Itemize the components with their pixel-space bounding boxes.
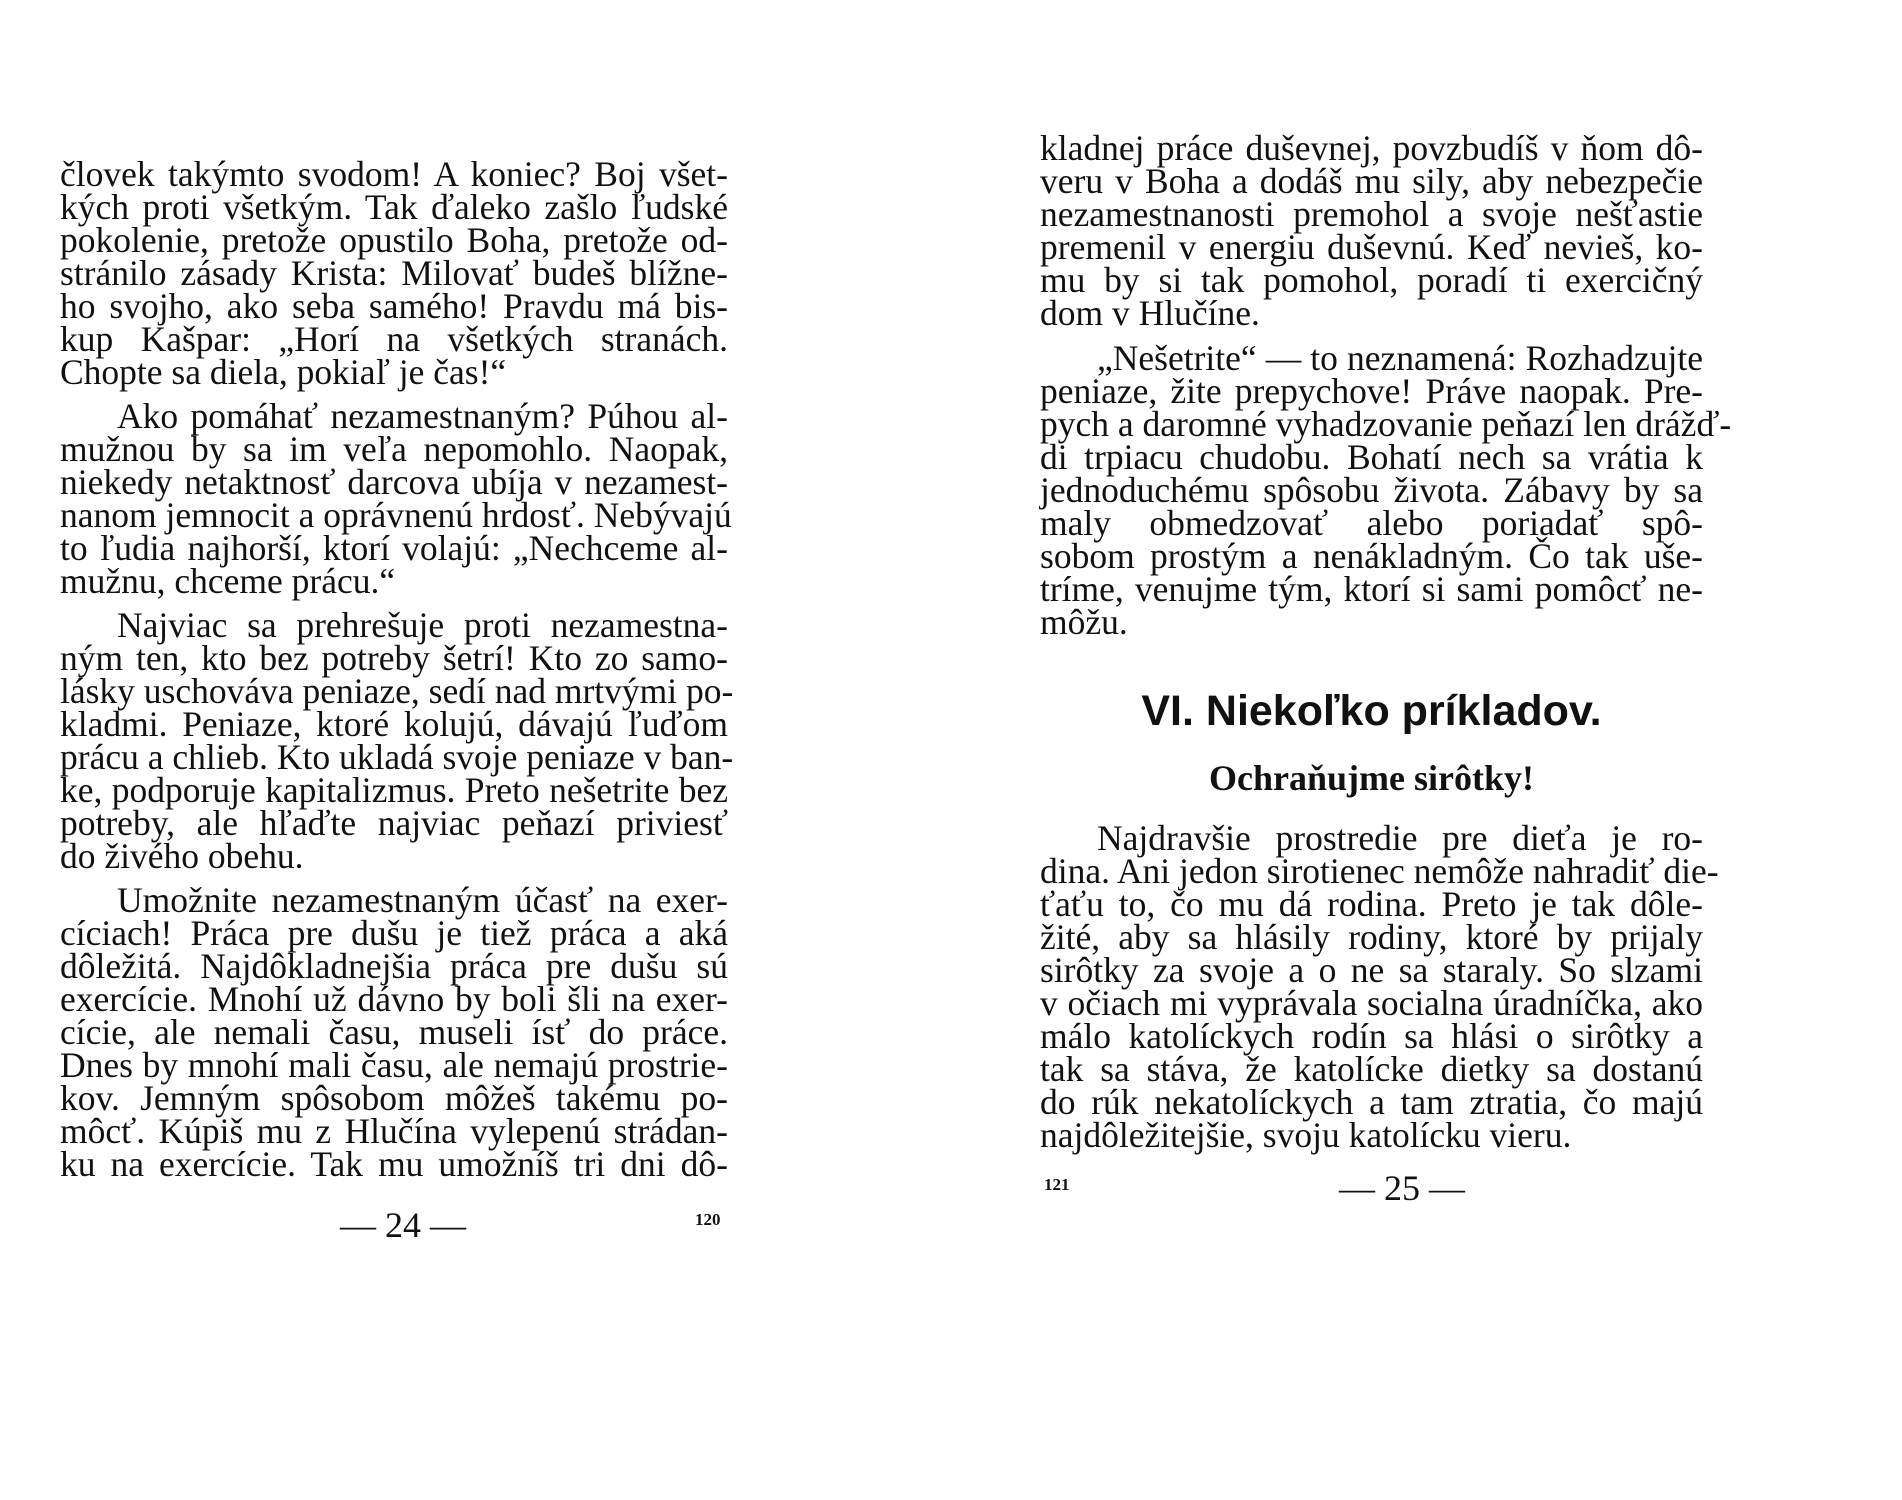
text-line: ným ten, kto bez potreby šetrí! Kto zo samo- xyxy=(60,638,728,678)
text-line: sobom prostým a nenákladným. Čo tak uše- xyxy=(1040,536,1703,576)
text-line: di trpiacu chudobu. Bohatí nech sa vrátia k xyxy=(1040,437,1703,477)
text-line: nezamestnanosti premohol a svoje nešťastie xyxy=(1040,194,1703,234)
text-line: cície, ale nemali času, museli ísť do práce. xyxy=(60,1012,728,1052)
text-line: potreby, ale hľaďte najviac peňazí priviesť xyxy=(60,803,728,843)
text-line: pokolenie, pretože opustilo Boha, pretože od- xyxy=(60,220,728,260)
text-line: Chopte sa diela, pokiaľ je čas!“ xyxy=(60,352,507,392)
right-page xyxy=(951,0,1902,1500)
text-line: môcť. Kúpiš mu z Hlučína vylepenú strádan- xyxy=(60,1111,728,1151)
text-line: peniaze, žite prepychove! Práve naopak. Pre- xyxy=(1040,371,1703,411)
section-heading: VI. Niekoľko príkladov. xyxy=(1141,687,1602,735)
text-line: Ako pomáhať nezamestnaným? Púhou al- xyxy=(117,396,728,436)
text-line: dôležitá. Najdôkladnejšia práca pre dušu sú xyxy=(60,946,728,986)
text-line: ho svojho, ako seba samého! Pravdu má bis- xyxy=(60,286,728,326)
text-line: môžu. xyxy=(1040,602,1128,642)
page-number: — 24 — xyxy=(340,1205,466,1245)
text-line: kov. Jemným spôsobom môžeš takému po- xyxy=(60,1078,728,1118)
text-line: premenil v energiu duševnú. Keď nevieš, ko- xyxy=(1040,227,1703,267)
text-line: málo katolíckych rodín sa hlási o sirôtky a xyxy=(1040,1016,1703,1056)
text-line: Dnes by mnohí mali času, ale nemajú prostrie- xyxy=(60,1045,728,1085)
text-line: človek takýmto svodom! A koniec? Boj všet- xyxy=(60,154,728,194)
text-line: žité, aby sa hlásily rodiny, ktoré by prijaly xyxy=(1040,917,1703,957)
sheet-number: 121 xyxy=(1044,1175,1070,1194)
text-line: tak sa stáva, že katolícke dietky sa dostanú xyxy=(1040,1049,1703,1089)
text-line: dom v Hlučíne. xyxy=(1040,293,1260,333)
text-line: ke, podporuje kapitalizmus. Preto nešetrite bez xyxy=(60,770,728,810)
section-subheading: Ochraňujme sirôtky! xyxy=(1209,758,1534,798)
text-line: prácu a chlieb. Kto ukladá svoje peniaze v ban- xyxy=(60,737,734,777)
text-line: ťaťu to, čo mu dá rodina. Preto je tak dôle- xyxy=(1040,884,1703,924)
text-line: exercície. Mnohí už dávno by boli šli na exer- xyxy=(60,979,728,1019)
text-line: to ľudia najhorší, ktorí volajú: „Nechceme al- xyxy=(60,528,728,568)
text-line: ku na exercície. Tak mu umožníš tri dni dô- xyxy=(60,1144,728,1184)
text-line: v očiach mi vyprávala socialna úradníčka, ako xyxy=(1040,983,1703,1023)
sheet-number: 120 xyxy=(695,1210,721,1229)
text-line: kladmi. Peniaze, ktoré kolujú, dávajú ľuďom xyxy=(60,704,728,744)
text-line: stránilo zásady Krista: Milovať budeš blížne- xyxy=(60,253,728,293)
text-line: lásky uschováva peniaze, sedí nad mrtvými po- xyxy=(60,671,734,711)
text-line: dina. Ani jedon sirotienec nemôže nahradiť die- xyxy=(1040,851,1719,891)
text-line: kých proti všetkým. Tak ďaleko zašlo ľudské xyxy=(60,187,728,227)
text-line: mužnou by sa im veľa nepomohlo. Naopak, xyxy=(60,429,728,469)
text-line: Najdravšie prostredie pre dieťa je ro- xyxy=(1097,818,1703,858)
text-line: Umožnite nezamestnaným účasť na exer- xyxy=(117,880,728,920)
text-line: do rúk nekatolíckych a tam ztratia, čo majú xyxy=(1040,1082,1703,1122)
text-line: „Nešetrite“ — to neznamená: Rozhadzujte xyxy=(1097,338,1703,378)
text-line: kup Kašpar: „Horí na všetkých stranách. xyxy=(60,319,728,359)
text-line: mužnu, chceme prácu.“ xyxy=(60,561,396,601)
text-line: najdôležitejšie, svoju katolícku vieru. xyxy=(1040,1115,1572,1155)
text-line: cíciach! Práca pre dušu je tiež práca a aká xyxy=(60,913,728,953)
text-line: do živého obehu. xyxy=(60,836,304,876)
text-line: nanom jemnocit a oprávnenú hrdosť. Nebývajú xyxy=(60,495,732,535)
text-line: tríme, venujme tým, ktorí si sami pomôcť ne- xyxy=(1040,569,1703,609)
text-line: maly obmedzovať alebo poriadať spô- xyxy=(1040,503,1703,543)
text-line: pych a daromné vyhadzovanie peňazí len drážď- xyxy=(1040,404,1732,444)
text-line: sirôtky za svoje a o ne sa staraly. So slzami xyxy=(1040,950,1703,990)
page-number: — 25 — xyxy=(1339,1168,1465,1208)
text-line: veru v Boha a dodáš mu sily, aby nebezpečie xyxy=(1040,161,1703,201)
text-line: kladnej práce duševnej, povzbudíš v ňom dô- xyxy=(1040,128,1703,168)
text-line: jednoduchému spôsobu života. Zábavy by sa xyxy=(1040,470,1703,510)
text-line: Najviac sa prehrešuje proti nezamestna- xyxy=(117,605,728,645)
text-line: niekedy netaktnosť darcova ubíja v nezamest- xyxy=(60,462,728,502)
text-line: mu by si tak pomohol, poradí ti exercičný xyxy=(1040,260,1703,300)
